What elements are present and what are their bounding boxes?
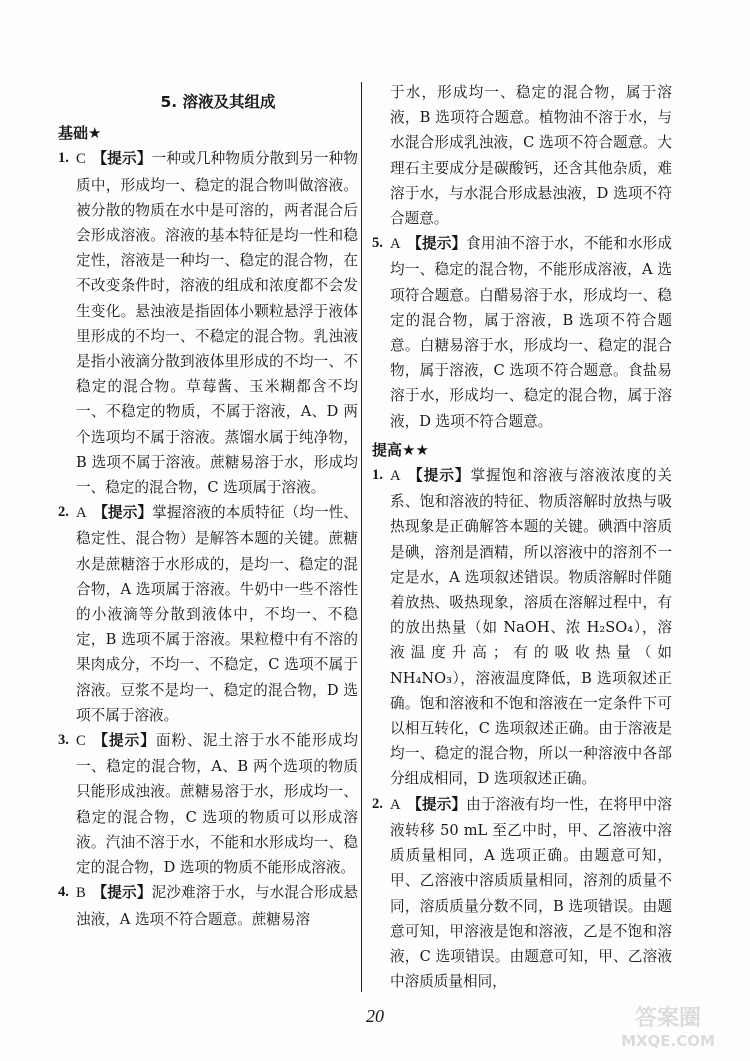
watermark-logo: [598, 999, 738, 1051]
answer-item: [372, 463, 672, 792]
answer-item: [58, 728, 358, 880]
item-answer: A: [390, 236, 401, 253]
watermark-top-text: 答案圈: [634, 1006, 702, 1031]
column-divider: [361, 82, 362, 992]
answer-item: [58, 500, 358, 728]
item-answer: C: [76, 733, 86, 750]
answer-item: [58, 146, 358, 500]
item-answer: A: [76, 505, 87, 522]
item-explanation: 面粉、泥土溶于水不能形成均一、稳定的混合物，A、B 两个选项的物质只能形成浊液。蔗糖易溶于水，形成均一、稳定的混合物，C 选项的物质可以形成溶液。汽油不溶于水，不能和水形成均一、稳定的混合物，D 选项的物质不能形成溶液。: [76, 732, 358, 877]
section-basic-heading: 基础★: [58, 124, 102, 143]
item-number: 2.: [372, 795, 383, 812]
item-answer: C: [76, 151, 86, 168]
item-answer: A: [390, 468, 401, 485]
left-column: [58, 80, 358, 932]
item-number: 4.: [58, 884, 69, 901]
hint-label: 【提示】: [407, 795, 467, 813]
answer-item: [372, 231, 672, 434]
page-title: 5. 溶液及其组成: [160, 93, 276, 111]
hint-label: 【提示】: [407, 235, 467, 253]
hint-label: 【提示】: [93, 732, 156, 750]
answer-item: [58, 880, 358, 931]
page-number: 20: [366, 1006, 384, 1026]
hint-label: 【提示】: [92, 150, 152, 168]
item-explanation: 泥沙难溶于水，与水混合形成悬浊液，A 选项不符合题意。蔗糖易溶: [76, 884, 358, 928]
hint-label: 【提示】: [92, 884, 152, 902]
item-explanation: 掌握溶液的本质特征（均一性、稳定性、混合物）是解答本题的关键。蔗糖水是蔗糖溶于水形成的，是均一、稳定的混合物，A 选项属于溶液。牛奶中一些不溶性的小液滴等分散到液体中，不均一、不稳定，B 选项不属于溶液。果粒橙中有不溶的果肉成分，不均一、不稳定，C 选项不属于溶液。豆浆不是均一、稳定的混合物，D 选项不属于溶液。: [76, 504, 358, 724]
hint-label: 【提示】: [408, 467, 471, 485]
item-answer: A: [390, 796, 401, 813]
item-explanation: 食用油不溶于水，不能和水形成均一、稳定的混合物，不能形成溶液，A 选项符合题意。白醋易溶于水，形成均一、稳定的混合物，属于溶液，B 选项不符合题意。白糖易溶于水，形成均一、稳定的混合物，属于溶液，C 选项不符合题意。食盐易溶于水，形成均一、稳定的混合物，属于溶液，D 选项不符合题意。: [390, 235, 672, 430]
watermark-bottom-text: MXQE.COM: [621, 1032, 715, 1050]
item-number: 1.: [58, 150, 69, 167]
section-advanced-heading: 提高★★: [372, 440, 429, 459]
item-number: 5.: [372, 235, 383, 252]
item-explanation: 于水，形成均一、稳定的混合物，属于溶液，B 选项符合题意。植物油不溶于水，与水混合形成乳浊液，C 选项不符合题意。大理石主要成分是碳酸钙，还含其他杂质，难溶于水，与水混合形成悬浊液，D 选项不符合题意。: [390, 84, 672, 228]
hint-label: 【提示】: [93, 504, 153, 522]
item-explanation: 一种或几种物质分散到另一种物质中，形成均一、稳定的混合物叫做溶液。被分散的物质在水中是可溶的，两者混合后会形成溶液。溶液的基本特征是均一性和稳定性，溶液是一种均一、稳定的混合物，在不改变条件时，溶液的组成和浓度都不会发生变化。悬浊液是指固体小颗粒悬浮于液体里形成的不均一、不稳定的混合物。乳浊液是指小液滴分散到液体里形成的不均一、不稳定的混合物。草莓酱、玉米糊都含不均一、不稳定的物质，不属于溶液，A、D 两个选项均不属于溶液。蒸馏水属于纯净物，B 选项不属于溶液。蔗糖易溶于水，形成均一、稳定的混合物，C 选项属于溶液。: [76, 150, 358, 497]
item-number: 3.: [58, 732, 69, 749]
answer-item-continued: [372, 80, 672, 231]
item-explanation: 掌握饱和溶液与溶液浓度的关系、饱和溶液的特征、物质溶解时放热与吸热现象是正确解答本题的关键。碘酒中溶质是碘，溶剂是酒精，所以溶液中的溶剂不一定是水，A 选项叙述错误。物质溶解时伴随着放热、吸热现象，溶质在溶解过程中，有的放出热量（如 NaOH、浓 H₂SO₄），溶液温度升高；有的吸收热量（如 NH₄NO₃），溶液温度降低，B 选项叙述正确。饱和溶液和不饱和溶液在一定条件下可以相互转化，C 选项叙述正确。由于溶液是均一、稳定的混合物，所以一种溶液中各部分组成相同，D 选项叙述正确。: [390, 467, 672, 788]
right-column: [372, 80, 672, 994]
item-number: 2.: [58, 504, 69, 521]
answer-item: [372, 792, 672, 995]
item-number: 1.: [372, 467, 383, 484]
item-answer: B: [76, 885, 86, 902]
item-explanation: 由于溶液有均一性，在将甲中溶液转移 50 mL 至乙中时，甲、乙溶液中溶质质量相同，A 选项正确。由题意可知，甲、乙溶液中溶质质量相同，溶剂的质量不同，溶质质量分数不同，B 选项错误。由题意可知，甲溶液是饱和溶液，乙是不饱和溶液，C 选项错误。由题意可知，甲、乙溶液中溶质质量相同，: [390, 795, 672, 991]
